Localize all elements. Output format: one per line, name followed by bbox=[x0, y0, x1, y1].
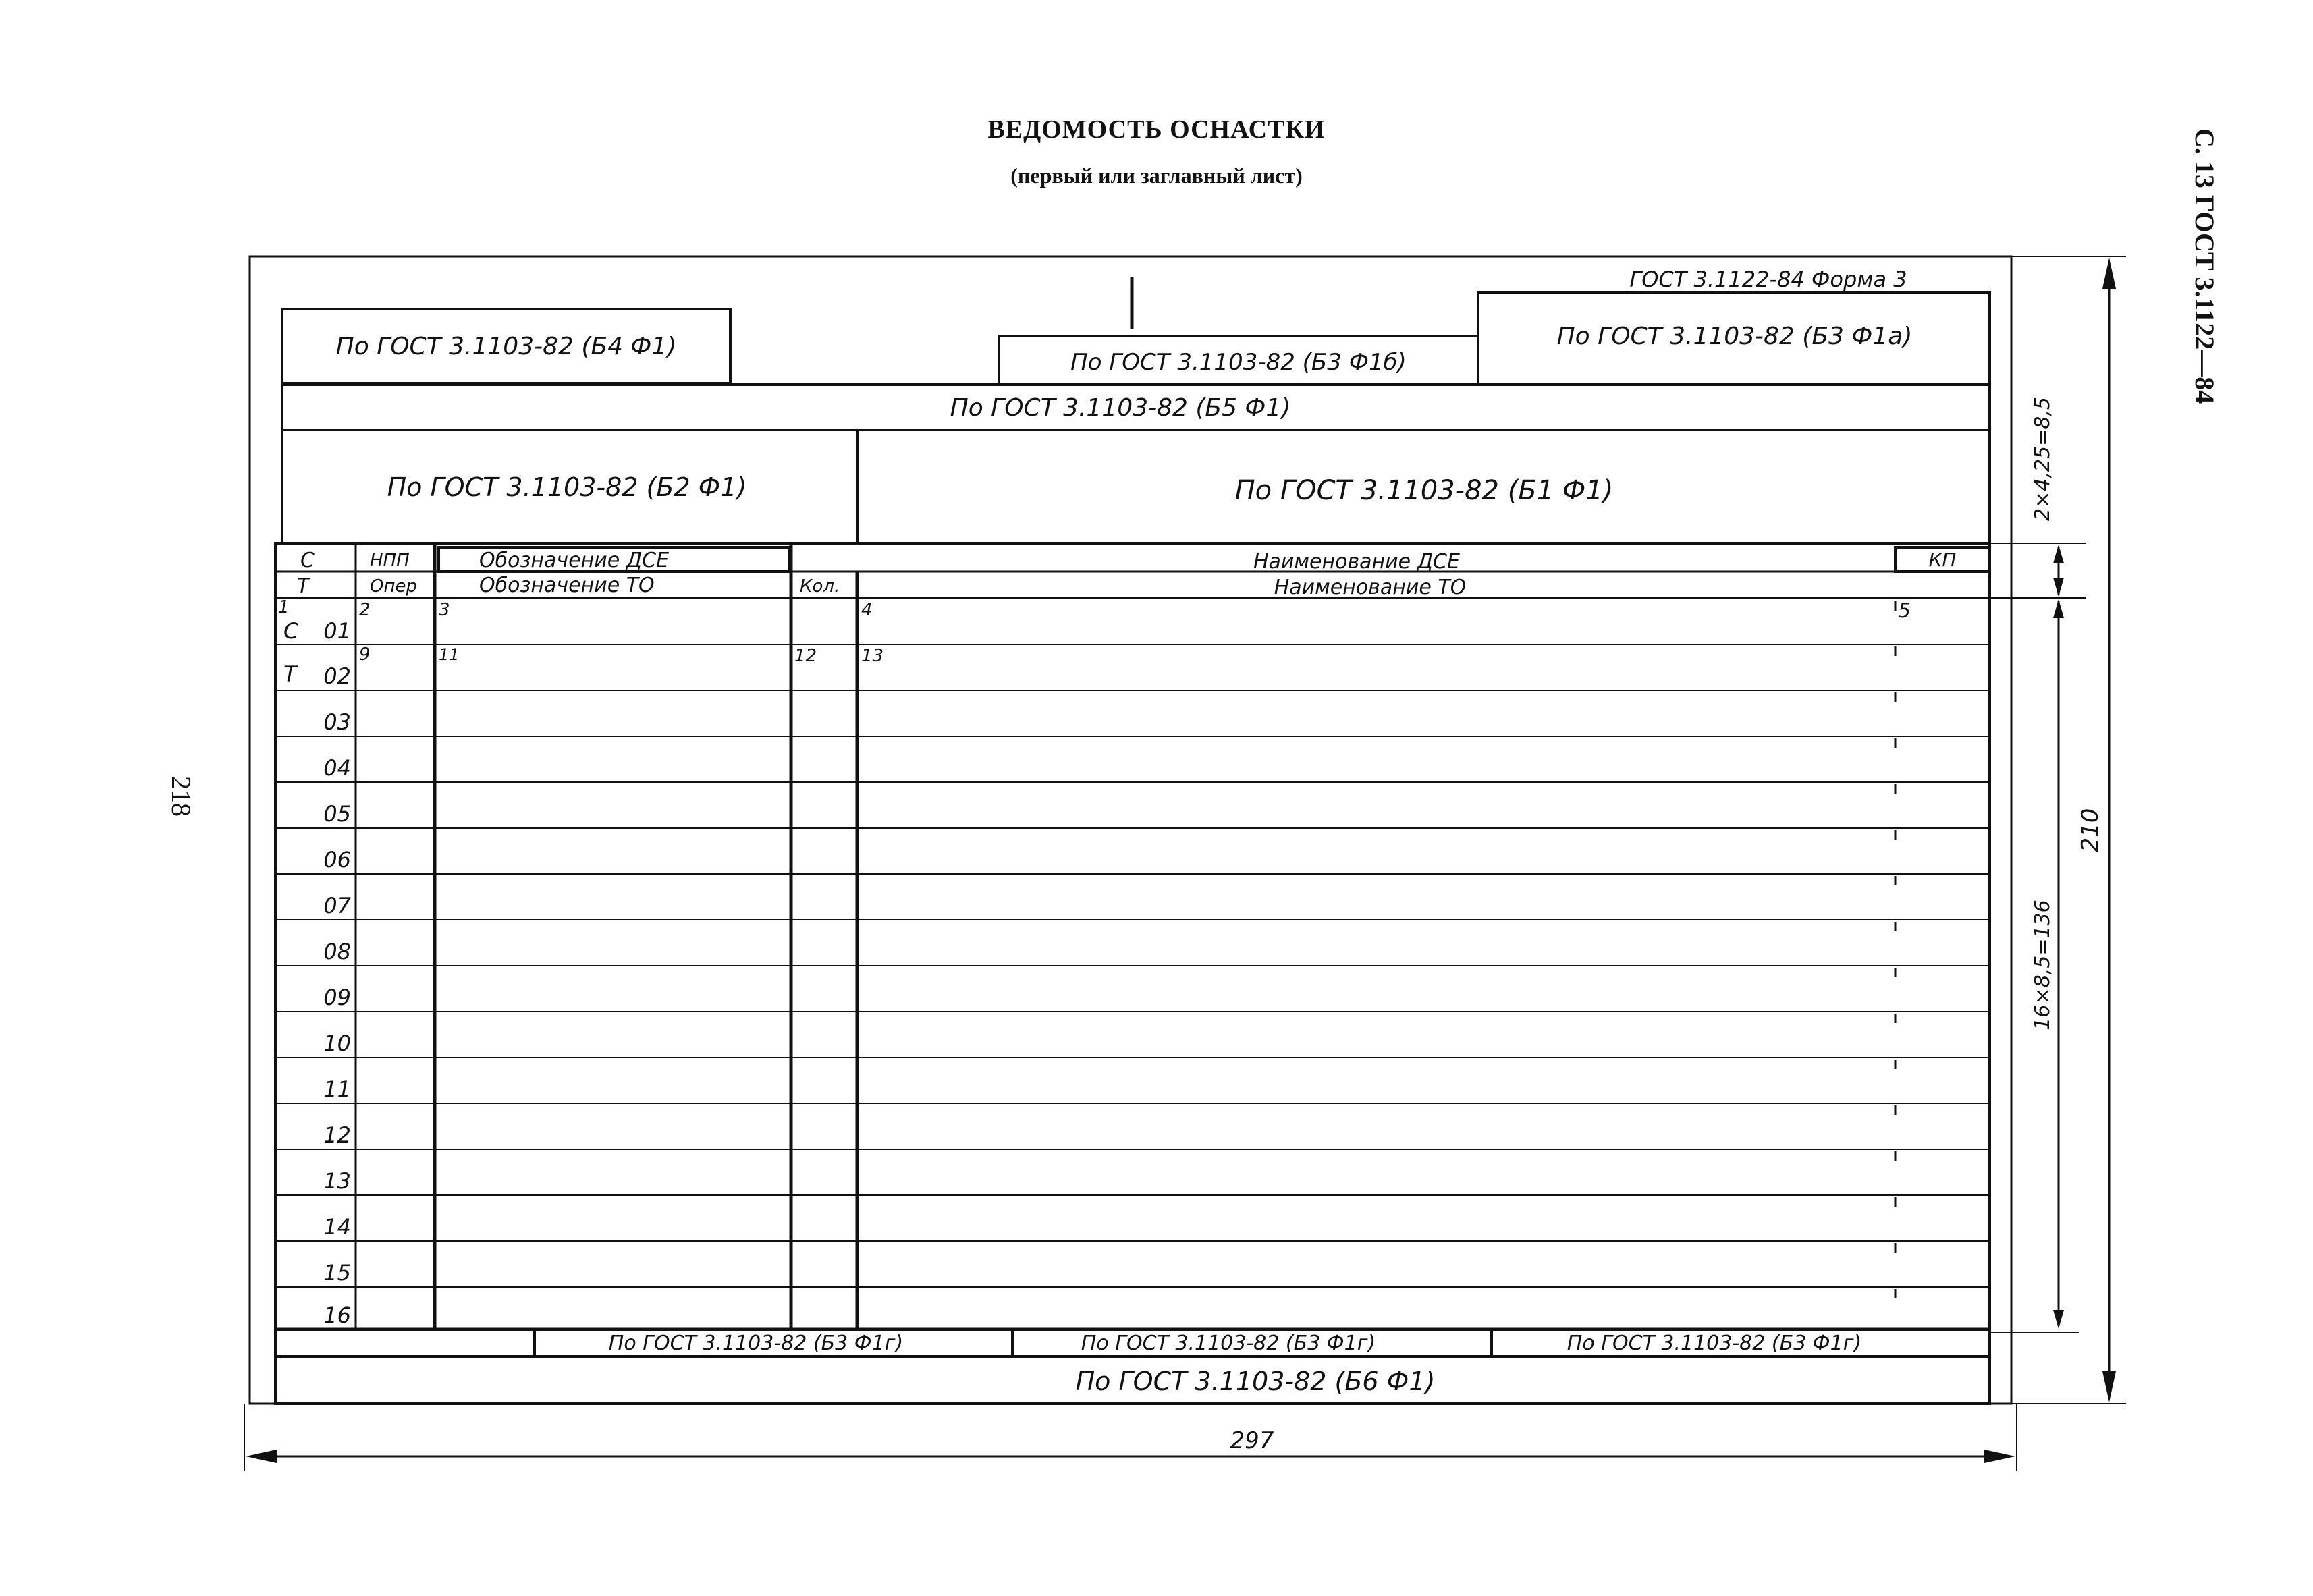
header-kol: Кол. bbox=[800, 576, 840, 597]
page-title: ВЕДОМОСТЬ ОСНАСТКИ bbox=[987, 115, 1326, 144]
row-number: 07 bbox=[323, 893, 351, 918]
field-number-2: 2 bbox=[359, 600, 371, 620]
row-marker-t: Т bbox=[283, 661, 297, 687]
header-dce-name: Наименование ДСЕ bbox=[1253, 550, 1461, 574]
table-frame bbox=[275, 543, 1990, 1404]
box-b1f1-label: По ГОСТ 3.1103-82 (Б1 Ф1) bbox=[1234, 475, 1614, 506]
row-number: 06 bbox=[323, 847, 351, 873]
row-number: 08 bbox=[323, 939, 351, 964]
dimension-width: 297 bbox=[1230, 1427, 1274, 1454]
header-kp: КП bbox=[1928, 549, 1957, 571]
header-npp: НПП bbox=[370, 551, 410, 571]
dimension-arrows bbox=[246, 258, 2116, 1463]
row-number: 16 bbox=[323, 1302, 351, 1328]
box-b3f1g-3-label: По ГОСТ 3.1103-82 (Б3 Ф1г) bbox=[1567, 1331, 1862, 1355]
field-number-13: 13 bbox=[861, 646, 884, 666]
box-b2f1-label: По ГОСТ 3.1103-82 (Б2 Ф1) bbox=[387, 472, 747, 502]
field-number-1: 1 bbox=[278, 597, 290, 617]
box-b3f1a-label: По ГОСТ 3.1103-82 (Б3 Ф1а) bbox=[1556, 323, 1913, 350]
row-marker-c: С bbox=[283, 618, 299, 644]
row-number: 03 bbox=[323, 709, 351, 735]
row-number: 11 bbox=[323, 1076, 351, 1102]
dimension-header-pitch: 2×4,25=8,5 bbox=[2031, 397, 2055, 521]
box-b3f1g-2-label: По ГОСТ 3.1103-82 (Б3 Ф1г) bbox=[1081, 1331, 1376, 1355]
box-b5f1-label: По ГОСТ 3.1103-82 (Б5 Ф1) bbox=[950, 394, 1291, 422]
dimension-row-pitch: 16×8,5=136 bbox=[2031, 900, 2055, 1030]
page-subtitle: (первый или заглавный лист) bbox=[1010, 163, 1303, 188]
box-b3f1g-1-label: По ГОСТ 3.1103-82 (Б3 Ф1г) bbox=[608, 1331, 904, 1355]
field-number-5: 5 bbox=[1898, 599, 1911, 623]
field-number-12: 12 bbox=[794, 646, 817, 666]
header-to-code: Обозначение ТО bbox=[479, 574, 655, 597]
box-b3f1b-label: По ГОСТ 3.1103-82 (Б3 Ф1б) bbox=[1070, 349, 1407, 376]
dimension-height: 210 bbox=[2077, 808, 2104, 852]
row-number: 13 bbox=[323, 1168, 351, 1194]
row-number: 05 bbox=[323, 801, 351, 827]
field-number-3: 3 bbox=[439, 600, 450, 620]
header-c: С bbox=[300, 549, 315, 572]
row-lines bbox=[275, 644, 1990, 1287]
box-b6f1-label: По ГОСТ 3.1103-82 (Б6 Ф1) bbox=[1075, 1367, 1436, 1396]
header-dce-code: Обозначение ДСЕ bbox=[479, 549, 670, 572]
row-number: 02 bbox=[323, 663, 351, 689]
header-to-name: Наименование ТО bbox=[1274, 576, 1467, 599]
page-number: 218 bbox=[166, 776, 196, 817]
field-number-11: 11 bbox=[439, 645, 460, 664]
row-number: 12 bbox=[323, 1122, 351, 1148]
header-oper: Опер bbox=[370, 576, 417, 597]
row-number: 10 bbox=[323, 1030, 351, 1056]
row-number: 14 bbox=[323, 1214, 351, 1240]
field-number-9: 9 bbox=[359, 644, 371, 665]
row-number: 04 bbox=[323, 755, 351, 781]
field-number-4: 4 bbox=[861, 600, 873, 620]
row-numbers bbox=[323, 618, 351, 1328]
row-number: 15 bbox=[323, 1260, 351, 1286]
row-number: 09 bbox=[323, 985, 351, 1010]
standard-reference: С. 13 ГОСТ 3.1122—84 bbox=[2189, 128, 2220, 404]
form-label: ГОСТ 3.1122-84 Форма 3 bbox=[1629, 267, 1907, 292]
row-number: 01 bbox=[323, 618, 351, 644]
box-b4f1-label: По ГОСТ 3.1103-82 (Б4 Ф1) bbox=[335, 333, 677, 360]
header-t: Т bbox=[297, 574, 310, 598]
